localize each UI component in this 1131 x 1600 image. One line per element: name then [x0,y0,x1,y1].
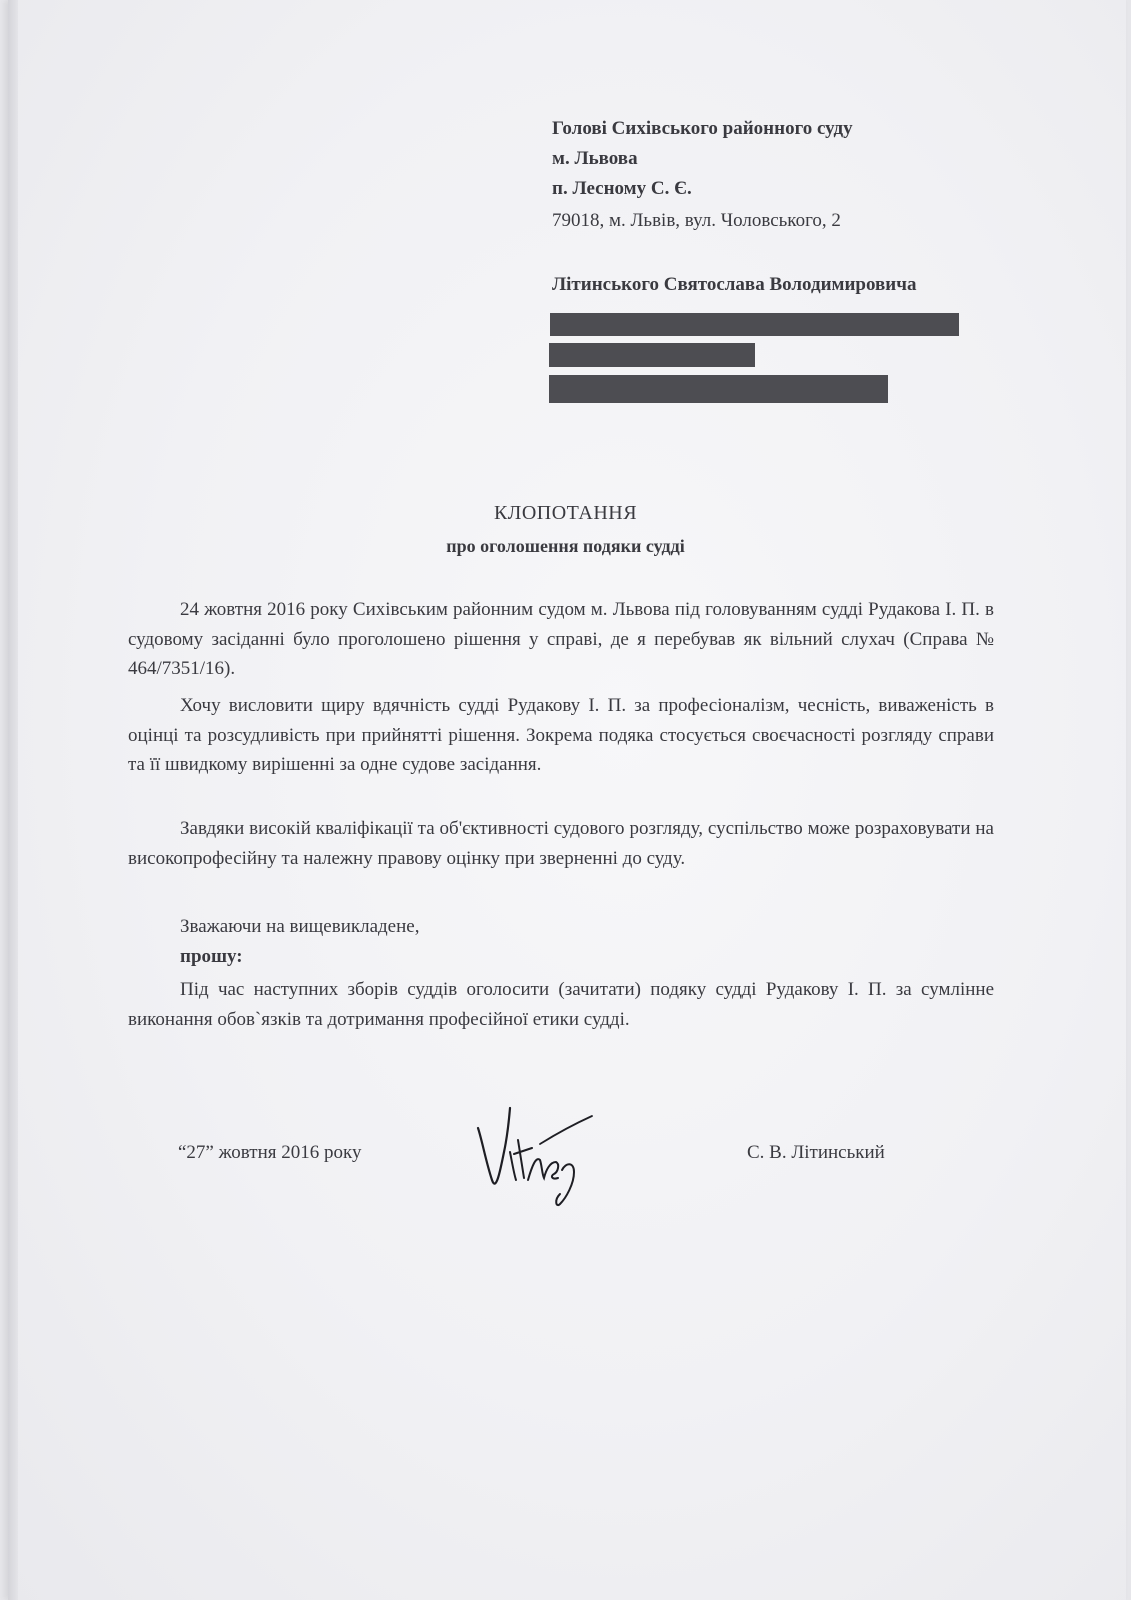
recipient-line-2: м. Львова [552,148,638,169]
body-paragraph-1: 24 жовтня 2016 року Сихівським районним судом м. Львова під головуванням судді Рудакова І. П. в судовому засіданні було проголошено рішення у справі, де я перебував як вільний слухач (Справа № 464/7351/16). [128,599,994,679]
body-paragraph-2: Хочу висловити щиру вдячність судді Рудакову І. П. за професіоналізм, чесність, виваженість в оцінці та розсудливість при прийнятті рішення. Зокрема подяка стосується своєчасності розгляду справи та її швидкому вирішенні за одне судове засідання. [128,695,994,775]
request-label: прошу: [180,946,243,967]
request-paragraph: Під час наступних зборів суддів оголосити (зачитати) подяку судді Рудакову І. П. за сумлінне виконання обов`язків та дотримання професійної етики судді. [128,979,994,1030]
recipient-line-3: п. Лесному С. Є. [552,178,692,199]
redacted-address-line-3 [549,375,888,403]
considering-line: Зважаючи на вищевикладене, [180,916,420,937]
sender-name: Літинського Святослава Володимировича [552,274,917,295]
document-title: КЛОПОТАННЯ [493,502,638,524]
signatory-name: С. В. Літинський [747,1142,885,1163]
document-sheet [8,0,1126,1600]
document-subtitle: про оголошення подяки судді [446,536,685,556]
document-date: “27” жовтня 2016 року [178,1142,362,1163]
body-paragraph-3: Завдяки високій кваліфікації та об'єктивності судового розгляду, суспільство може розраховувати на високопрофесійну та належну правову оцінку при зверненні до суду. [128,818,994,869]
redacted-address-line-1 [550,313,959,336]
recipient-line-1: Голові Сихівського районного суду [552,118,853,139]
signature-image [470,1100,600,1215]
redacted-address-line-2 [549,343,755,367]
paper-edge [8,0,18,1600]
recipient-address: 79018, м. Львів, вул. Чоловського, 2 [552,210,841,231]
